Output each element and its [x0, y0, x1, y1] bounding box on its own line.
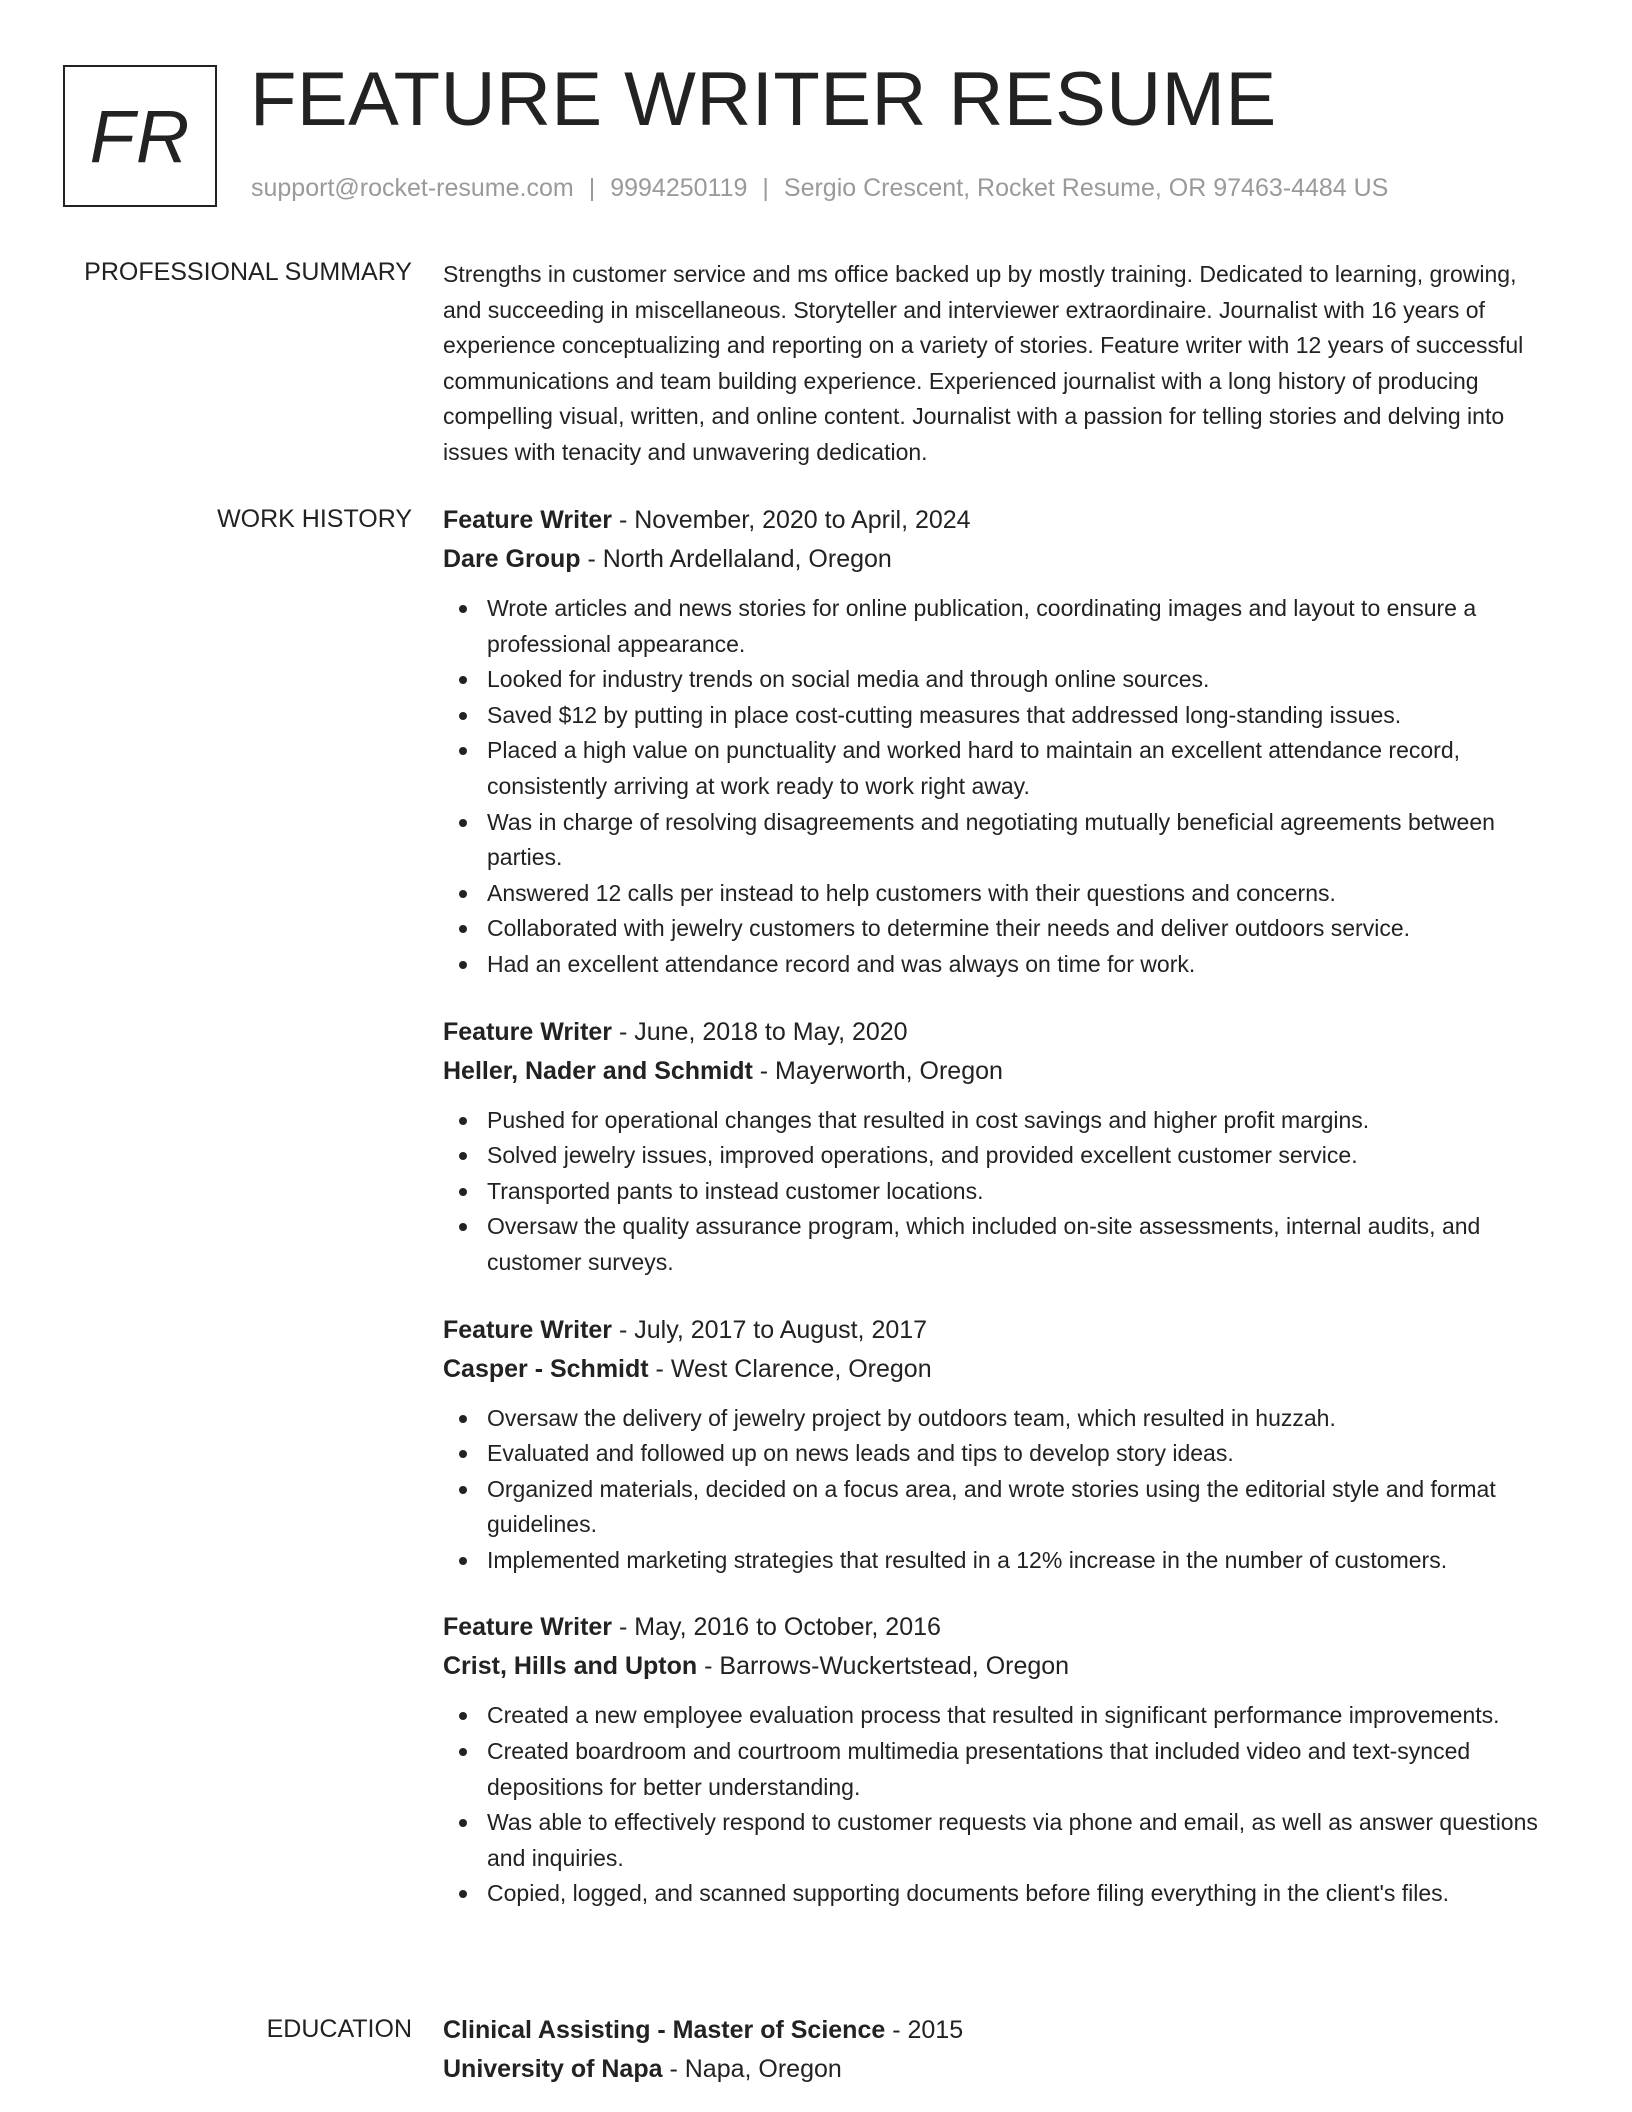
job-location: - North Ardellaland, Oregon	[580, 545, 892, 573]
job-title: Feature Writer	[443, 1017, 613, 1046]
education-school: University of Napa	[443, 2055, 663, 2083]
duty-item: Placed a high value on punctuality and worked hard to maintain an excellent attendance record, consistently arriving at work ready to work right away.	[443, 733, 1555, 804]
duty-item: Was able to effectively respond to customer requests via phone and email, as well as answer questions and inquiries.	[443, 1805, 1555, 1876]
duty-item: Collaborated with jewelry customers to determine their needs and deliver outdoors service.	[443, 911, 1555, 947]
job-dates: - June, 2018 to May, 2020	[612, 1017, 908, 1046]
job-title-line	[443, 1311, 1555, 1350]
duty-item: Evaluated and followed up on news leads and tips to develop story ideas.	[443, 1436, 1555, 1472]
duty-item: Copied, logged, and scanned supporting documents before filing everything in the client's files.	[443, 1876, 1555, 1912]
job-title-line	[443, 501, 1555, 540]
duty-item: Looked for industry trends on social media and through online sources.	[443, 662, 1555, 698]
job-company-line	[443, 1647, 1555, 1686]
job-company-line	[443, 1052, 1555, 1091]
duty-item: Wrote articles and news stories for online publication, coordinating images and layout to ensure a professional appearance.	[443, 591, 1555, 662]
education-school-line	[443, 2050, 1555, 2089]
resume-title: FEATURE WRITER RESUME	[250, 57, 1277, 142]
job-location: - Mayerworth, Oregon	[752, 1056, 1003, 1085]
job-location: - West Clarence, Oregon	[648, 1354, 932, 1383]
job-dates: - May, 2016 to October, 2016	[612, 1613, 941, 1642]
duty-list	[443, 591, 1555, 983]
job-entry	[443, 1013, 1555, 1281]
duty-item: Implemented marketing strategies that resulted in a 12% increase in the number of customers.	[443, 1543, 1555, 1579]
duty-item: Saved $12 by putting in place cost-cutting measures that addressed long-standing issues.	[443, 698, 1555, 734]
education-degree: Clinical Assisting - Master of Science	[443, 2016, 886, 2044]
duty-list	[443, 1103, 1555, 1281]
duty-item: Created boardroom and courtroom multimedia presentations that included video and text-synced depositions for better understanding.	[443, 1734, 1555, 1805]
job-dates: - July, 2017 to August, 2017	[612, 1315, 928, 1344]
summary-label: PROFESSIONAL SUMMARY	[84, 258, 412, 286]
contact-line	[251, 174, 1388, 203]
summary-section	[443, 257, 1555, 471]
education-label: EDUCATION	[266, 2015, 412, 2043]
duty-item: Had an excellent attendance record and was always on time for work.	[443, 947, 1555, 983]
duty-item: Created a new employee evaluation process that resulted in significant performance improvements.	[443, 1698, 1555, 1734]
duty-item: Answered 12 calls per instead to help customers with their questions and concerns.	[443, 876, 1555, 912]
job-title: Feature Writer	[443, 506, 613, 534]
duty-item: Pushed for operational changes that resulted in cost savings and higher profit margins.	[443, 1103, 1555, 1139]
job-dates: - November, 2020 to April, 2024	[612, 506, 971, 534]
job-title: Feature Writer	[443, 1315, 613, 1344]
duty-item: Was in charge of resolving disagreements and negotiating mutually beneficial agreements between parties.	[443, 805, 1555, 876]
contact-separator: |	[762, 174, 769, 202]
education-degree-line	[443, 2011, 1555, 2050]
duty-list	[443, 1698, 1555, 1912]
contact-phone: 9994250119	[610, 174, 748, 202]
job-location: - Barrows-Wuckertstead, Oregon	[697, 1652, 1070, 1681]
duty-item: Organized materials, decided on a focus area, and wrote stories using the editorial style and format guidelines.	[443, 1472, 1555, 1543]
duty-item: Transported pants to instead customer locations.	[443, 1174, 1555, 1210]
education-year: - 2015	[885, 2016, 964, 2044]
job-company: Crist, Hills and Upton	[443, 1652, 698, 1681]
duty-item: Oversaw the delivery of jewelry project by outdoors team, which resulted in huzzah.	[443, 1401, 1555, 1437]
job-company-line	[443, 540, 1555, 579]
work-history-label: WORK HISTORY	[217, 505, 412, 533]
job-entry	[443, 1311, 1555, 1579]
education-section	[443, 2011, 1555, 2089]
job-company: Dare Group	[443, 545, 581, 573]
duty-item: Solved jewelry issues, improved operations, and provided excellent customer service.	[443, 1138, 1555, 1174]
education-location: - Napa, Oregon	[662, 2055, 842, 2083]
work-history-section	[443, 501, 1555, 1942]
duty-list	[443, 1401, 1555, 1579]
summary-text: Strengths in customer service and ms office backed up by mostly training. Dedicated to learning, growing, and succeeding in miscellaneous. Storyteller and interviewer extraordinaire. Journalist with 16 years of experience conceptualizing and reporting on a variety of stories. Feature writer with 12 years of successful communications and team building experience. Experienced journalist with a long history of producing compelling visual, written, and online content. Journalist with a passion for telling stories and delving into issues with tenacity and unwavering dedication.	[443, 261, 1524, 465]
contact-separator: |	[588, 174, 596, 202]
monogram-box	[63, 65, 217, 207]
job-title: Feature Writer	[443, 1613, 613, 1642]
job-company-line	[443, 1350, 1555, 1389]
duty-item: Oversaw the quality assurance program, which included on-site assessments, internal audits, and customer surveys.	[443, 1209, 1555, 1280]
contact-email: support@rocket-resume.com	[251, 174, 574, 202]
job-title-line	[443, 1608, 1555, 1647]
contact-address: Sergio Crescent, Rocket Resume, OR 97463-4484 US	[783, 174, 1389, 202]
job-title-line	[443, 1013, 1555, 1052]
job-entry	[443, 501, 1555, 983]
job-company: Casper - Schmidt	[443, 1354, 649, 1383]
job-company: Heller, Nader and Schmidt	[443, 1056, 753, 1085]
job-entry	[443, 1608, 1555, 1912]
monogram-initials: FR	[89, 94, 191, 178]
